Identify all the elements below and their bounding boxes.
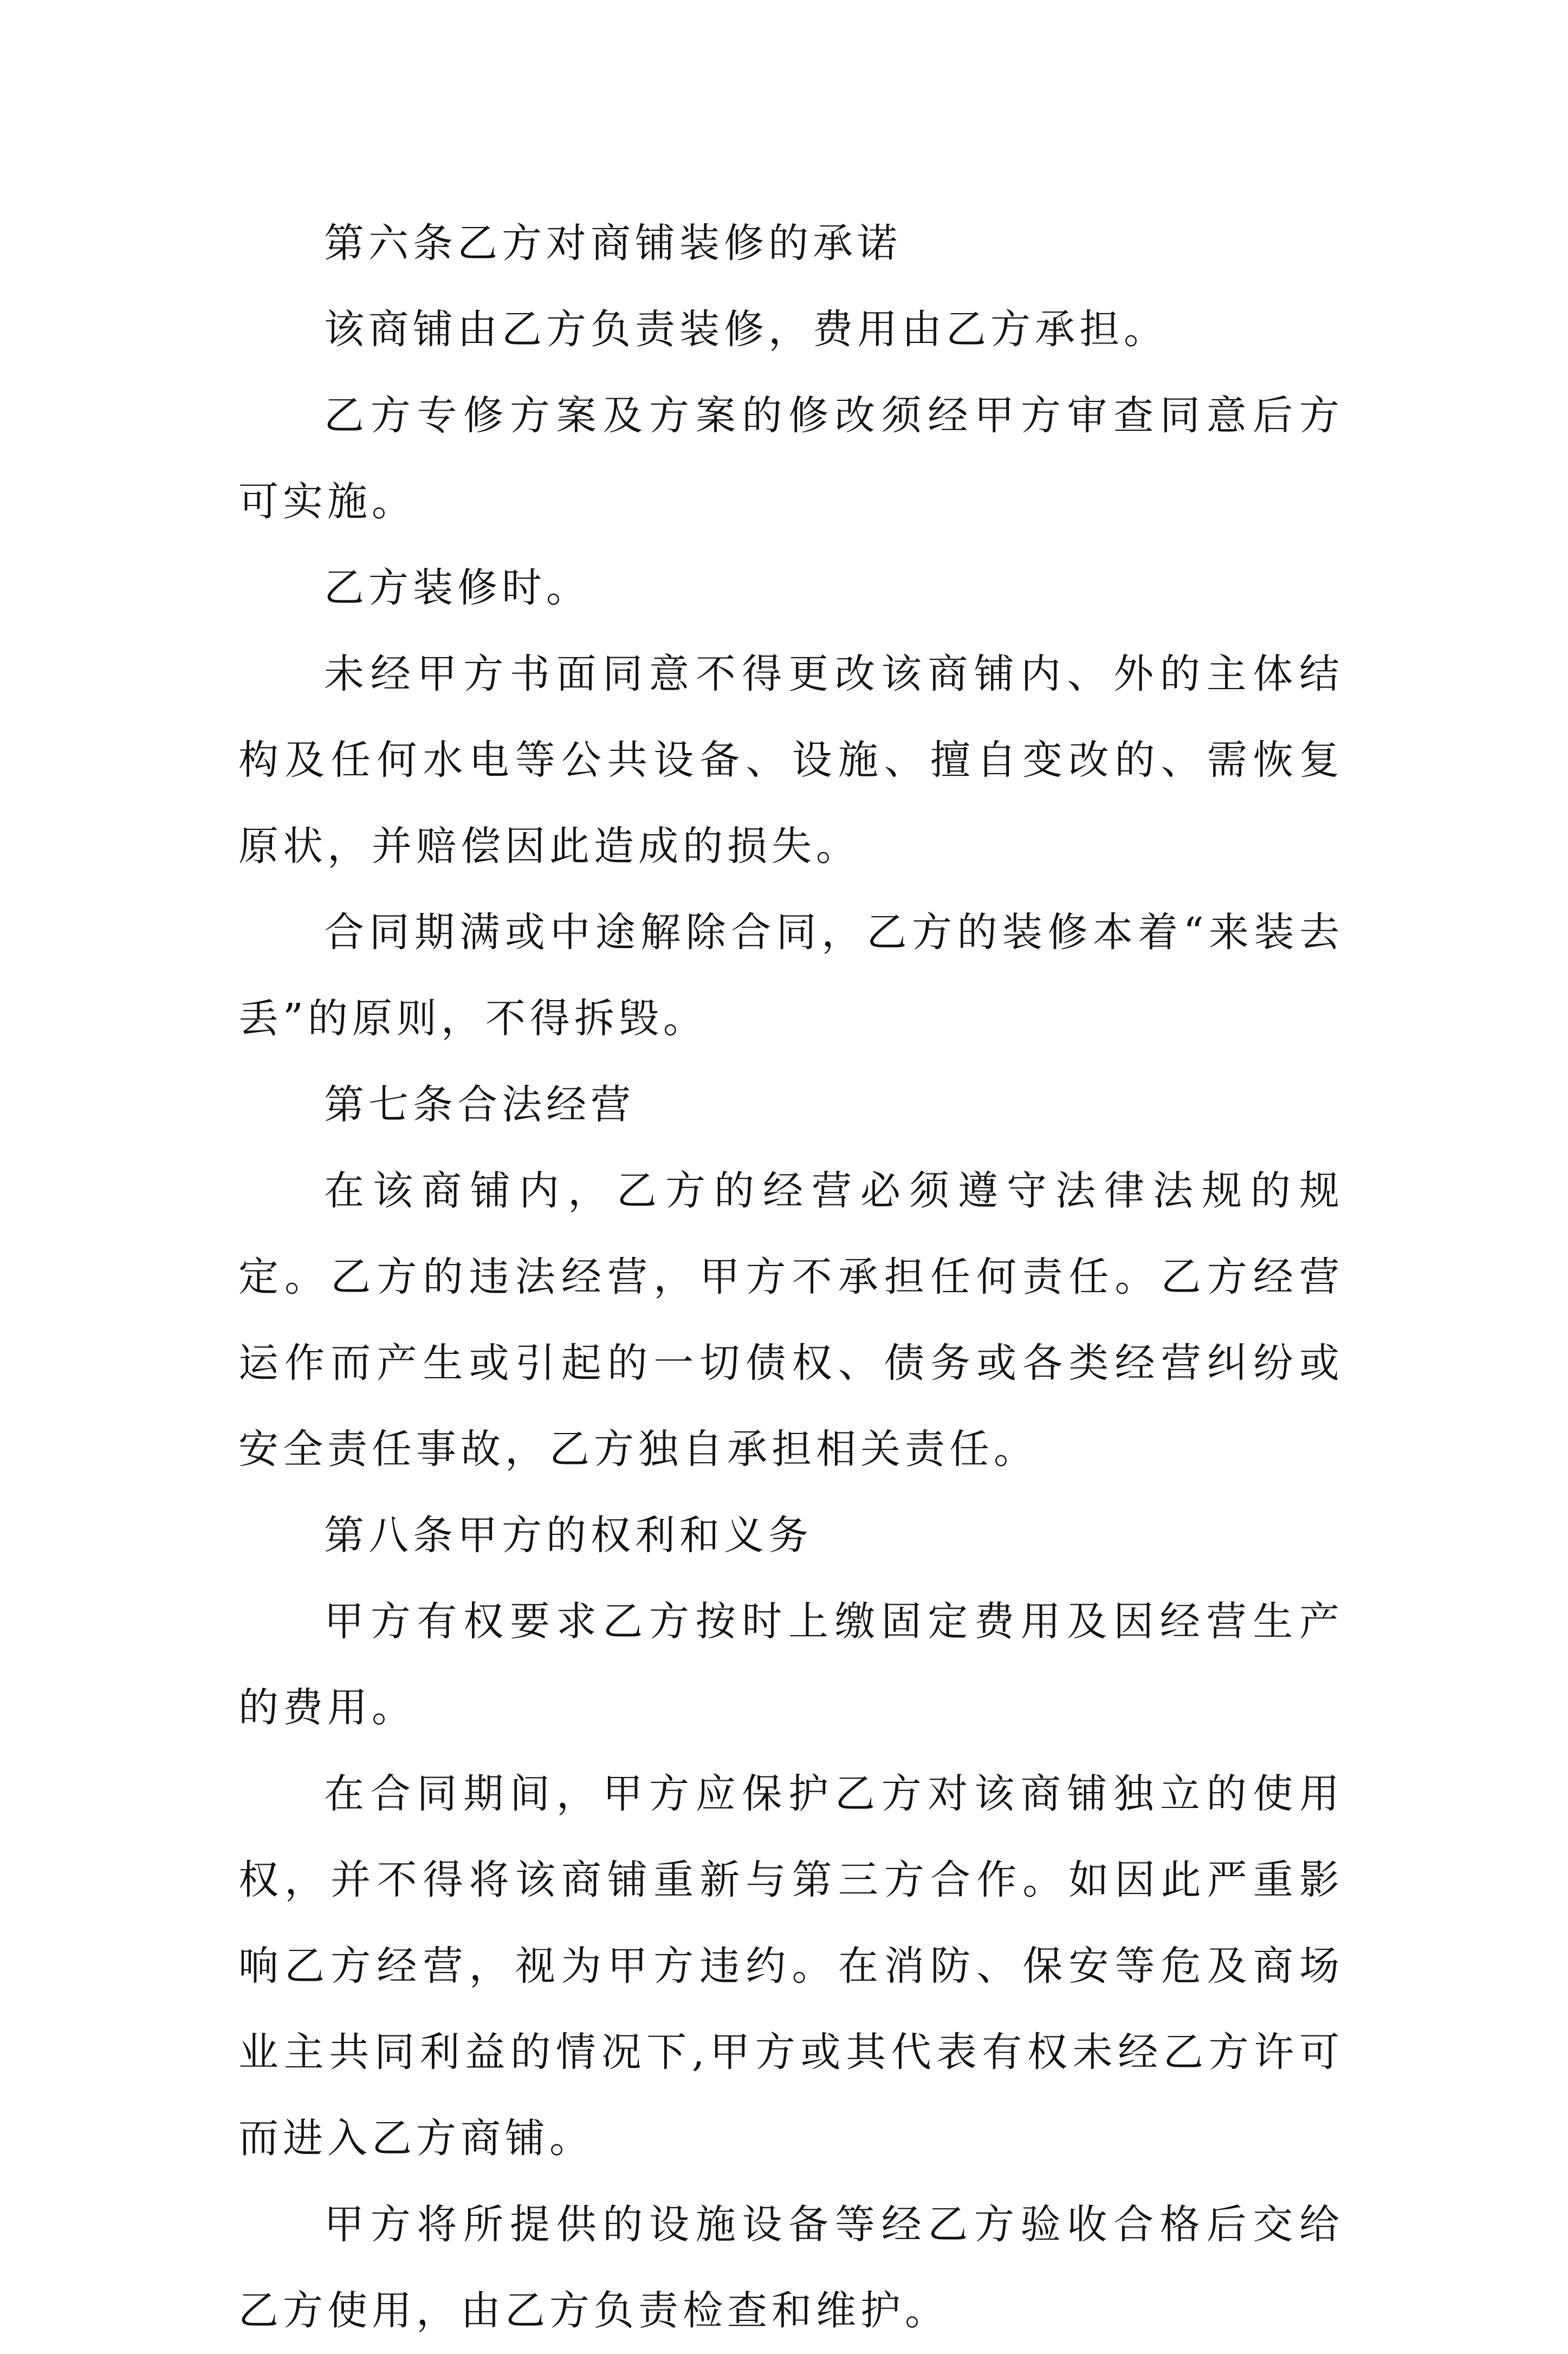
- paragraph: 该商铺由乙方负责装修，费用由乙方承担。: [324, 306, 1168, 353]
- paragraph: 甲方将所提供的设施设备等经乙方验收合格后交给乙方使用，由乙方负责检查和维护。: [238, 2201, 1344, 2334]
- paragraph: 乙方装修时。: [324, 565, 591, 611]
- paragraph: 未经甲方书面同意不得更改该商铺内、外的主体结构及任何水电等公共设备、设施、擅自变改的、需恢复原状，并赔偿因此造成的损失。: [238, 651, 1344, 870]
- document-body: [238, 200, 1344, 2354]
- paragraph: 甲方有权要求乙方按时上缴固定费用及因经营生产的费用。: [238, 1598, 1344, 1731]
- paragraph: 乙方专修方案及方案的修改须经甲方审查同意后方可实施。: [238, 392, 1344, 525]
- paragraph: 合同期满或中途解除合同，乙方的装修本着“来装去丢”的原则，不得拆毁。: [238, 909, 1344, 1042]
- paragraph: 在该商铺内，乙方的经营必须遵守法律法规的规定。乙方的违法经营，甲方不承担任何责任。乙方经营运作而产生或引起的一切债权、债务或各类经营纠纷或安全责任事故，乙方独自承担相关责任。: [238, 1168, 1344, 1473]
- article-7-heading: 第七条合法经营: [324, 1081, 635, 1128]
- article-6-heading: 第六条乙方对商铺装修的承诺: [324, 220, 902, 267]
- article-8-heading: 第八条甲方的权利和义务: [324, 1512, 813, 1559]
- paragraph: 在合同期间，甲方应保护乙方对该商铺独立的使用权，并不得将该商铺重新与第三方合作。如因此严重影响乙方经营，视为甲方违约。在消防、保安等危及商场业主共同利益的情况下,甲方或其代表有权未经乙方许可而进入乙方商铺。: [238, 1771, 1344, 2162]
